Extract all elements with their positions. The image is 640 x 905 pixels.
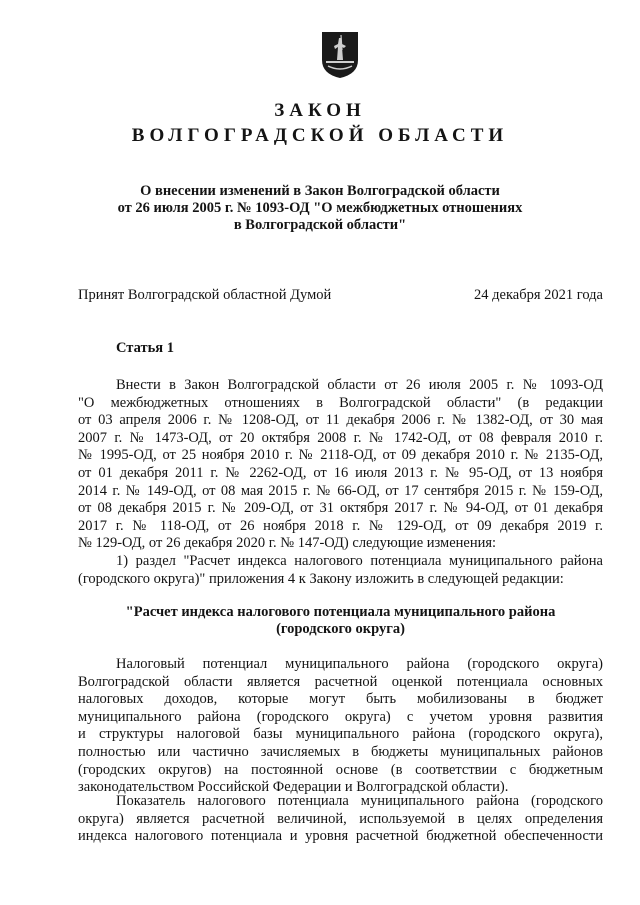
text-line: от 01 декабря 2011 г. № 2262-ОД, от 16 июля 2013 г. № 95-ОД, от 13 ноября <box>78 464 603 481</box>
text-line: индекса налогового потенциала и уровня расчетной бюджетной обеспеченности <box>78 828 603 845</box>
subtitle-line: от 26 июля 2005 г. № 1093-ОД "О межбюджетных отношениях <box>117 200 523 216</box>
adopting-body: Принят Волгоградской областной Думой <box>78 287 332 303</box>
subtitle-line: в Волгоградской области" <box>233 217 407 233</box>
coat-of-arms-icon <box>320 30 360 80</box>
text-line: Волгоградской области является расчетной оценкой потенциала основных <box>78 673 603 690</box>
text-line: № 1995-ОД, от 25 ноября 2010 г. № 2118-ОД, от 09 декабря 2010 г. № 2135-ОД, <box>78 447 603 464</box>
article-heading: Статья 1 <box>116 340 174 356</box>
document-title-region: ВОЛГОГРАДСКОЙ ОБЛАСТИ <box>131 125 509 146</box>
text-line: и структуры налоговой базы муниципального района (городского округа), <box>78 726 603 743</box>
text-line: (городских округов) на постоянной основе (в соответствии с бюджетным <box>78 761 603 778</box>
text-line: округа) является расчетной величиной, используемой в целях определения <box>78 810 603 827</box>
article-intro <box>78 377 603 588</box>
text-line: "О межбюджетных отношениях в Волгоградской области" (в редакции <box>78 394 603 411</box>
section-paragraph-1 <box>78 656 603 797</box>
text-line: № 129-ОД, от 26 декабря 2020 г. № 147-ОД) следующие изменения: <box>78 535 497 552</box>
text-line: полностью или частично зачисляемых в бюджеты муниципальных районов <box>78 743 603 760</box>
text-line: законодательством Российской Федерации и Волгоградской области). <box>78 779 509 796</box>
text-line: налоговых доходов, которые могут быть мобилизованы в бюджет <box>78 691 603 708</box>
text-line: от 03 апреля 2006 г. № 1208-ОД, от 11 декабря 2006 г. № 1382-ОД, от 30 мая <box>78 412 603 429</box>
adoption-line <box>78 287 603 304</box>
text-line: (городского округа)" приложения 4 к Закону изложить в следующей редакции: <box>78 570 564 587</box>
text-line: Показатель налогового потенциала муниципального района (городского <box>116 793 603 809</box>
section-paragraph-2 <box>78 793 603 846</box>
section-title-line: (городского округа) <box>276 621 405 637</box>
text-line: Внести в Закон Волгоградской области от 26 июля 2005 г. № 1093-ОД <box>116 377 603 393</box>
text-line: 2014 г. № 149-ОД, от 08 мая 2015 г. № 66-ОД, от 17 сентября 2015 г. № 159-ОД, <box>78 482 603 499</box>
subtitle-line: О внесении изменений в Закон Волгоградской области <box>140 183 500 199</box>
text-line: муниципального района (городского округа) с учетом уровня развития <box>78 708 603 725</box>
text-line: 2017 г. № 118-ОД, от 26 ноября 2018 г. № 129-ОД, от 09 декабря 2019 г. <box>78 517 603 534</box>
text-line: Налоговый потенциал муниципального района (городского округа) <box>116 656 603 672</box>
adoption-date: 24 декабря 2021 года <box>474 287 603 303</box>
text-line: 1) раздел "Расчет индекса налогового потенциала муниципального района <box>116 552 603 569</box>
document-subtitle <box>0 183 640 234</box>
section-title-line: "Расчет индекса налогового потенциала муниципального района <box>125 604 556 620</box>
text-line: от 08 декабря 2015 г. № 209-ОД, от 31 октября 2017 г. № 94-ОД, от 01 декабря <box>78 500 603 517</box>
text-line: 2007 г. № 1473-ОД, от 20 октября 2008 г. № 1742-ОД, от 08 февраля 2010 г. <box>78 429 603 446</box>
section-title <box>78 604 603 638</box>
document-title-law: ЗАКОН <box>274 100 366 121</box>
